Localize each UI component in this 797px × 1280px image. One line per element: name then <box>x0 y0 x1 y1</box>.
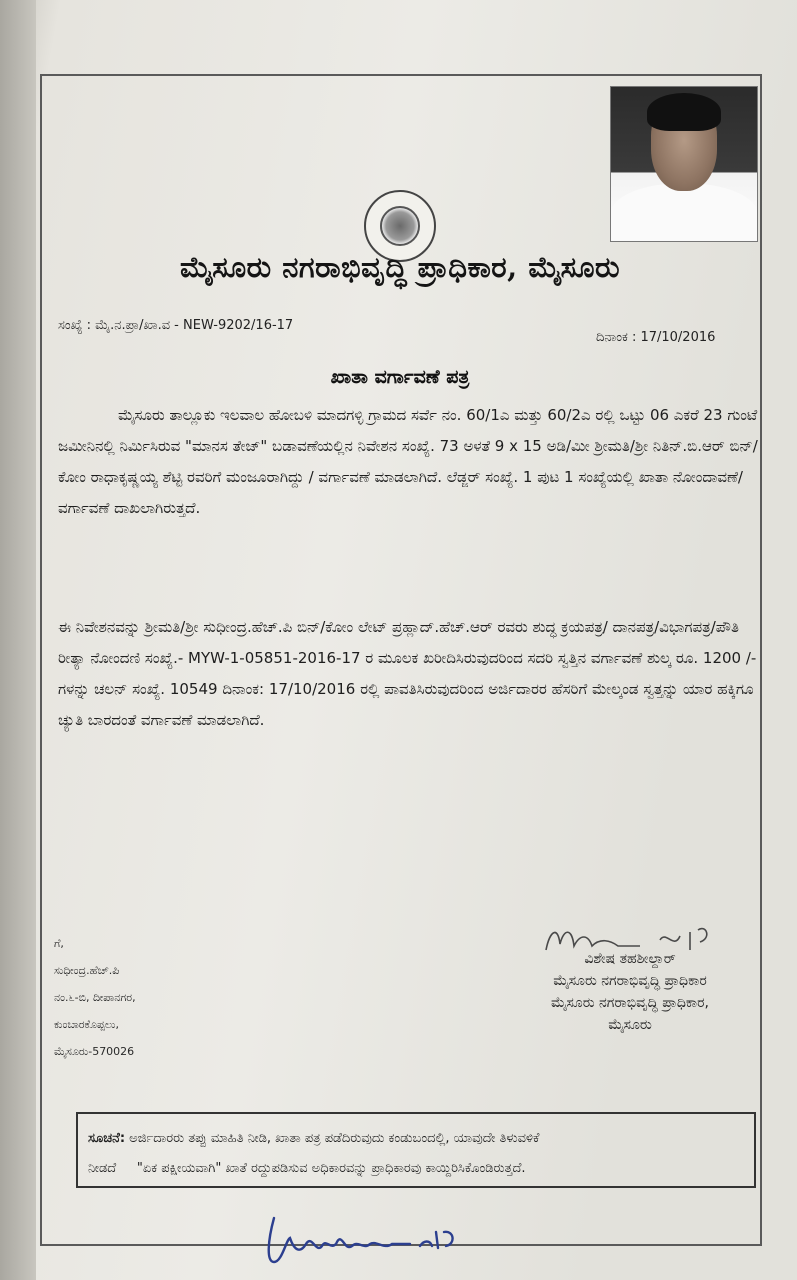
notice-text-2: "ಏಕ ಪಕ್ಷೀಯವಾಗಿ" ಖಾತೆ ರದ್ದುಪಡಿಸುವ ಅಧಿಕಾರವನ್ನು ಪ್ರಾಧಿಕಾರವು ಕಾಯ್ದಿರಿಸಿಕೊಂಡಿರುತ್ತದೆ. <box>136 1161 526 1176</box>
addressee-to: ಗೆ, <box>54 937 64 950</box>
photo-hair <box>647 93 721 131</box>
notice-text-1: ಅರ್ಜಿದಾರರು ತಪ್ಪು ಮಾಹಿತಿ ನೀಡಿ, ಖಾತಾ ಪತ್ರ ಪಡೆದಿರುವುದು ಕಂಡುಬಂದಲ್ಲಿ, ಯಾವುದೇ ತಿಳುವಳಿಕೆ <box>129 1131 540 1146</box>
officer-designation: ವಿಶೇಷ ತಹಶೀಲ್ದಾರ್ <box>584 951 676 967</box>
officer-office-2: ಮೈಸೂರು ನಗರಾಭಿವೃದ್ಧಿ ಪ್ರಾಧಿಕಾರ, <box>551 995 709 1011</box>
notice-line-2 <box>88 1154 744 1184</box>
addressee-block <box>54 930 254 1065</box>
page-fold-shadow <box>0 0 36 1280</box>
addressee-line-3: ಮೈಸೂರು-570026 <box>54 1045 135 1058</box>
applicant-photo <box>610 86 758 242</box>
addressee-name: ಸುಧೀಂದ್ರ.ಹೆಚ್.ಪಿ <box>54 964 120 977</box>
body-paragraph-1: ಮೈಸೂರು ತಾಲ್ಲೂಕು ಇಲವಾಲ ಹೋಬಳಿ ಮಾದಗಳ್ಳಿ ಗ್ರಾಮದ ಸರ್ವೆ ನಂ. 60/1ಎ ಮತ್ತು 60/2ಎ ರಲ್ಲಿ ಒಟ್ಟು 06 ಎಕರೆ 23 ಗುಂಟೆ ಜಮೀನಿನಲ್ಲಿ ನಿರ್ಮಿಸಿರುವ "ಮಾನಸ ತೇಜ್" ಬಡಾವಣೆಯಲ್ಲಿನ ನಿವೇಶನ ಸಂಖ್ಯೆ. 73 ಅಳತೆ 9 x 15 ಅಡಿ/ಮೀ ಶ್ರೀಮತಿ/ಶ್ರೀ ನಿತಿನ್.ಬಿ.ಆರ್ ಬಿನ್/ಕೋಂ ರಾಧಾಕೃಷ್ಣಯ್ಯ ಶೆಟ್ಟಿ ರವರಿಗೆ ಮಂಜೂರಾಗಿದ್ದು / ವರ್ಗಾವಣೆ ಮಾಡಲಾಗಿದೆ. ಲೆಡ್ಜರ್ ಸಂಖ್ಯೆ. 1 ಪುಟ 1 ಸಂಖ್ಯೆಯಲ್ಲಿ ಖಾತಾ ನೋಂದಾವಣೆ/ ವರ್ಗಾವಣೆ ದಾಖಲಾಗಿರುತ್ತದೆ. <box>58 406 758 517</box>
notice-line-2-label: ನೀಡದೆ <box>88 1161 117 1176</box>
officer-office: ಮೈಸೂರು ನಗರಾಭಿವೃದ್ಧಿ ಪ್ರಾಧಿಕಾರ <box>553 973 707 989</box>
notice-line-1 <box>88 1124 744 1154</box>
document-heading: ಖಾತಾ ವರ್ಗಾವಣೆ ಪತ್ರ <box>330 366 470 388</box>
officer-city: ಮೈಸೂರು <box>608 1017 652 1033</box>
officer-stamp <box>500 948 760 1036</box>
reference-number: ಸಂಖ್ಯೆ : ಮೈ.ನ.ಪ್ರಾ/ಖಾ.ವ - NEW-9202/16-17 <box>58 318 294 333</box>
applicant-signature <box>260 1210 500 1270</box>
photo-shirt <box>611 183 757 242</box>
notice-box <box>76 1112 756 1188</box>
notice-label: ಸೂಚನೆ: <box>88 1131 126 1146</box>
body-paragraph-2: ಈ ನಿವೇಶನವನ್ನು ಶ್ರೀಮತಿ/ಶ್ರೀ ಸುಧೀಂದ್ರ.ಹೆಚ್.ಪಿ ಬಿನ್/ಕೋಂ ಲೇಟ್ ಪ್ರಹ್ಲಾದ್.ಹೆಚ್.ಆರ್ ರವರು ಶುದ್ಧ ಕ್ರಯಪತ್ರ/ ದಾನಪತ್ರ/ವಿಭಾಗಪತ್ರ/ಪೌತಿ ರೀತ್ಯಾ ನೋಂದಣಿ ಸಂಖ್ಯೆ.- MYW-1-05851-2016-17 ರ ಮೂಲಕ ಖರೀದಿಸಿರುವುದರಿಂದ ಸದರಿ ಸ್ವತ್ತಿನ ವರ್ಗಾವಣೆ ಶುಲ್ಕ ರೂ. 1200 /- ಗಳನ್ನು ಚಲನ್ ಸಂಖ್ಯೆ. 10549 ದಿನಾಂಕ: 17/10/2016 ರಲ್ಲಿ ಪಾವತಿಸಿರುವುದರಿಂದ ಅರ್ಜಿದಾರರ ಹೆಸರಿಗೆ ಮೇಲ್ಕಂಡ ಸ್ವತ್ತನ್ನು ಯಾರ ಹಕ್ಕಿಗೂ ಚ್ಯುತಿ ಬಾರದಂತೆ ವರ್ಗಾವಣೆ ಮಾಡಲಾಗಿದೆ. <box>58 618 757 729</box>
addressee-line-1: ನಂ.೬-ಬಿ, ದೀಪಾನಗರ, <box>54 991 136 1004</box>
addressee-line-2: ಕುಂಬಾರಕೊಪ್ಪಲು, <box>54 1018 119 1031</box>
authority-title: ಮೈಸೂರು ನಗರಾಭಿವೃದ್ಧಿ ಪ್ರಾಧಿಕಾರ, ಮೈಸೂರು <box>179 250 621 284</box>
issue-date: ದಿನಾಂಕ : 17/10/2016 <box>596 330 716 345</box>
seal-inner-emblem <box>380 206 420 246</box>
